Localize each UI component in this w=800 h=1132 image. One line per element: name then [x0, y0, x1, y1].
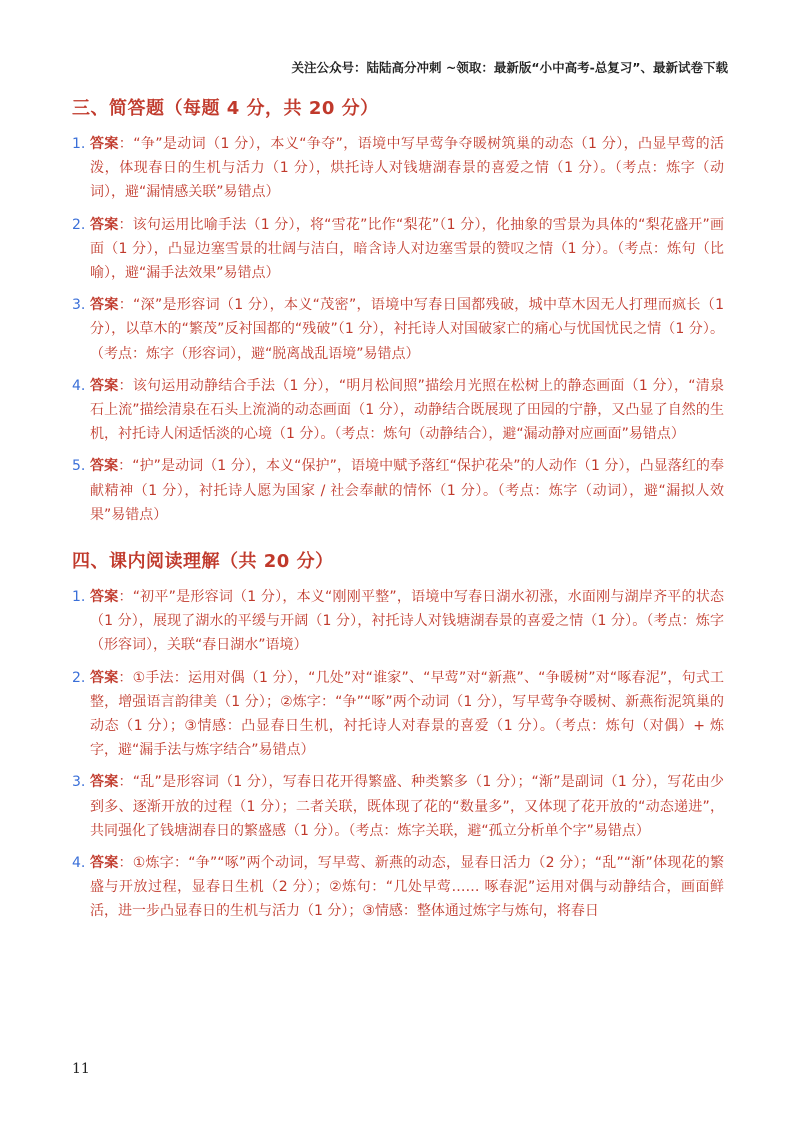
item-number: 4. — [72, 377, 86, 394]
item-number: 5. — [72, 458, 86, 475]
item-number: 3. — [72, 774, 86, 791]
item-body — [90, 374, 724, 447]
list-item — [72, 585, 724, 658]
item-number: 2. — [72, 669, 86, 686]
list-item — [72, 770, 724, 843]
item-number: 4. — [72, 855, 86, 872]
page-number: 11 — [72, 1061, 90, 1077]
answer-label: 答案 — [90, 216, 119, 233]
answer-label: 答案 — [90, 136, 119, 152]
item-number: 1. — [72, 136, 86, 152]
item-body — [90, 213, 724, 286]
list-item — [72, 132, 724, 205]
answer-text: ：①炼字：“争”“啄”两个动词，写早莺、新燕的动态，显春日活力（2 分）；“乱”“渐”体现花的繁盛与开放过程，显春日生机（2 分）；②炼句：“几处早莺…… 啄春泥”运用对偶与动静结合，画面鲜活，进一步凸显春日的生机与活力（1 分）；③情感：整体通过炼字与炼句，将春日 — [90, 855, 725, 920]
answer-label: 答案 — [90, 458, 119, 475]
list-item — [72, 666, 724, 763]
item-body — [90, 770, 724, 843]
page-content — [72, 94, 724, 932]
header-promo-note: 关注公众号：陆陆高分冲刺 ~领取：最新版“小中高考-总复习”、最新试卷下载 — [291, 60, 728, 75]
item-body — [90, 132, 724, 205]
section-title-3: 三、简答题（每题 4 分，共 20 分） — [72, 98, 379, 119]
list-item — [72, 213, 724, 286]
answer-text: ：①手法：运用对偶（1 分），“几处”对“谁家”、“早莺”对“新燕”、“争暖树”对“啄春泥”，句式工整，增强语言韵律美（1 分）；②炼字：“争”“啄”两个动词（1 分），写早莺争夺暖树、新燕衔泥筑巢的动态（1 分）；③情感：凸显春日生机，衬托诗人对春景的喜爱（1 分）。（考点：炼句（对偶）+ 炼字，避“漏手法与炼字结合”易错点） — [90, 669, 724, 759]
answer-text: ：“争”是动词（1 分），本义“争夺”，语境中写早莺争夺暖树筑巢的动态（1 分），凸显早莺的活泼，体现春日的生机与活力（1 分），烘托诗人对钱塘湖春景的喜爱之情（1 分）。（考点：炼字（动词），避“漏情感关联”易错点） — [90, 136, 724, 201]
section-title-4: 四、课内阅读理解（共 20 分） — [72, 551, 334, 573]
answer-label: 答案 — [90, 774, 119, 791]
item-number: 3. — [72, 297, 86, 314]
item-body — [90, 666, 724, 763]
answer-text: ：“护”是动词（1 分），本义“保护”，语境中赋予落红“保护花朵”的人动作（1 分），凸显落红的奉献精神（1 分），衬托诗人愿为国家 / 社会奉献的情怀（1 分）。（考点：炼字（动词），避“漏拟人效果”易错点） — [90, 458, 725, 523]
item-body — [90, 851, 724, 924]
list-item — [72, 454, 724, 527]
answer-label: 答案 — [90, 297, 119, 314]
answer-label: 答案 — [90, 377, 119, 394]
item-body — [90, 454, 724, 527]
answer-label: 答案 — [90, 855, 119, 872]
item-body — [90, 585, 724, 658]
list-item — [72, 374, 724, 447]
answer-label: 答案 — [90, 669, 119, 686]
answer-label: 答案 — [90, 589, 119, 606]
list-item — [72, 851, 724, 924]
answer-text: ：“深”是形容词（1 分），本义“茂密”，语境中写春日国都残破，城中草木因无人打理而疯长（1 分），以草木的“繁茂”反衬国都的“残破”（1 分），衬托诗人对国破家亡的痛心与忧国忧民之情（1 分）。（考点：炼字（形容词），避“脱离战乱语境”易错点） — [90, 297, 724, 362]
answer-text: ：“乱”是形容词（1 分），写春日花开得繁盛、种类繁多（1 分）；“渐”是副词（1 分），写花由少到多、逐渐开放的过程（1 分）；二者关联，既体现了花的“数量多”，又体现了花开放的“动态递进”，共同强化了钱塘湖春日的繁盛感（1 分）。（考点：炼字关联，避“孤立分析单个字”易错点） — [90, 774, 725, 839]
answer-text: ：该句运用比喻手法（1 分），将“雪花”比作“梨花”（1 分），化抽象的雪景为具体的“梨花盛开”画面（1 分），凸显边塞雪景的壮阔与洁白，暗含诗人对边塞雪景的赞叹之情（1 分）。（考点：炼句（比喻），避“漏手法效果”易错点） — [90, 216, 725, 282]
item-number: 1. — [72, 589, 86, 606]
item-body — [90, 293, 724, 366]
item-number: 2. — [72, 216, 86, 233]
answer-text: ：“初平”是形容词（1 分），本义“刚刚平整”，语境中写春日湖水初涨，水面刚与湖岸齐平的状态（1 分），展现了湖水的平缓与开阔（1 分），衬托诗人对钱塘湖春景的喜爱之情（1 分）。（考点：炼字（形容词），关联“春日湖水”语境） — [90, 589, 724, 654]
answer-text: ：该句运用动静结合手法（1 分），“明月松间照”描绘月光照在松树上的静态画面（1 分），“清泉石上流”描绘清泉在石头上流淌的动态画面（1 分），动静结合既展现了田园的宁静，又凸显了自然的生机，衬托诗人闲适恬淡的心境（1 分）。（考点：炼句（动静结合），避“漏动静对应画面”易错点） — [90, 377, 725, 443]
list-item — [72, 293, 724, 366]
